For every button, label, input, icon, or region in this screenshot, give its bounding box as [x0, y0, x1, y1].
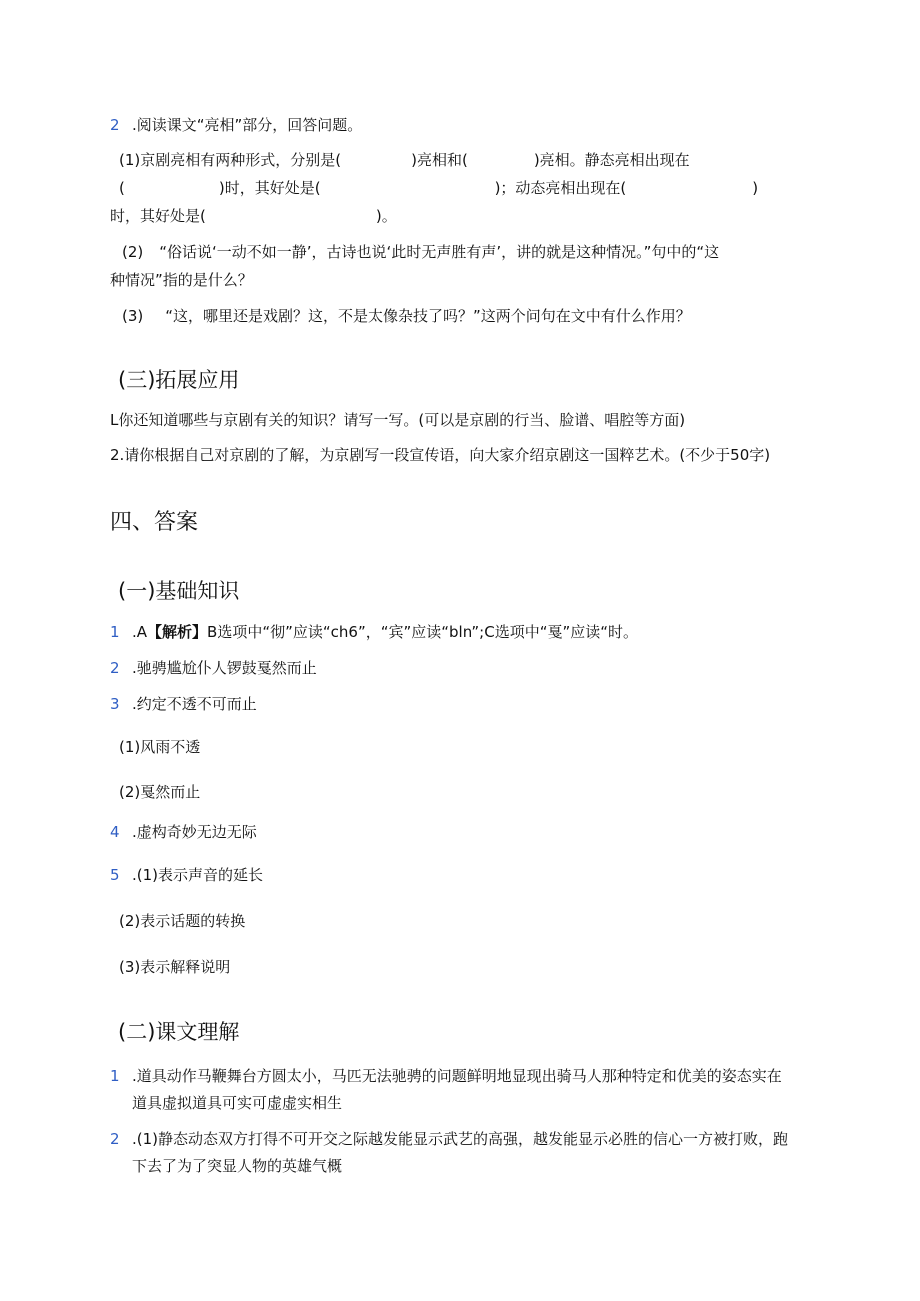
- answer-number: 1: [110, 623, 120, 641]
- subquestion-2-3: [122, 306, 691, 326]
- section-title-extension: (三)拓展应用: [118, 368, 240, 392]
- blank-line-3: [110, 206, 397, 226]
- text-segment: 时，其好处是(: [110, 207, 206, 225]
- answer-3-2: (2)戛然而止: [119, 783, 201, 801]
- extension-item-1: L你还知道哪些与京剧有关的知识？请写一写。(可以是京剧的行当、脸谱、唱腔等方面): [110, 411, 686, 429]
- text-segment: )亮相。静态亮相出现在: [533, 151, 690, 169]
- answer-text: B选项中“彻”应读“ch6”，“宾”应读“bln”;C选项中“戛”应读“时。: [207, 623, 639, 641]
- text-segment: (: [119, 179, 125, 197]
- answer-number: 1: [110, 1067, 120, 1085]
- comprehension-answer-2-continued: 下去了为了突显人物的英雄气概: [132, 1157, 343, 1175]
- comprehension-answer-1: [110, 1066, 782, 1086]
- text-segment: (1)京剧亮相有两种形式，分别是(: [119, 151, 342, 169]
- answer-text: .约定不透不可而止: [132, 695, 257, 713]
- section-title-comprehension: (二)课文理解: [118, 1020, 240, 1044]
- answer-text: .(1)表示声音的延长: [132, 866, 264, 884]
- analysis-label: 【解析】: [147, 623, 208, 641]
- question-2: [110, 115, 362, 135]
- answer-text: .驰骋尴尬仆人锣鼓戛然而止: [132, 659, 317, 677]
- part-title-answers: 四、答案: [110, 510, 199, 535]
- answer-2: [110, 658, 317, 678]
- answer-3-1: (1)风雨不透: [119, 738, 201, 756]
- text-segment: )。: [375, 207, 397, 225]
- answer-text: .A: [132, 623, 148, 641]
- answer-number: 4: [110, 823, 120, 841]
- subquestion-label: (2): [122, 243, 144, 261]
- question-text: .阅读课文“亮相”部分，回答问题。: [132, 116, 363, 134]
- subquestion-label: (3): [122, 307, 144, 325]
- answer-number: 3: [110, 695, 120, 713]
- answer-text: .(1)静态动态双方打得不可开交之际越发能显示武艺的高强，越发能显示必胜的信心一方被打败，跑: [132, 1130, 789, 1148]
- answer-5-3: (3)表示解释说明: [119, 958, 231, 976]
- subquestion-2-2-continued: 种情况”指的是什么？: [110, 271, 253, 289]
- answer-3: [110, 694, 257, 714]
- answer-4: [110, 822, 257, 842]
- answer-1: [110, 622, 638, 642]
- answer-text: .道具动作马鞭舞台方圆太小，马匹无法驰骋的问题鲜明地显现出骑马人那种特定和优美的姿态实在: [132, 1067, 782, 1085]
- answer-number: 5: [110, 866, 120, 884]
- subquestion-text: “俗话说‘一动不如一静’，古诗也说‘此时无声胜有声’，讲的就是这种情况。”句中的“这: [159, 243, 720, 261]
- answer-number: 2: [110, 1130, 120, 1148]
- text-segment: ): [752, 179, 759, 197]
- blank-line-2: [119, 178, 758, 198]
- answer-5: [110, 865, 263, 885]
- blank-line-1: [119, 150, 690, 170]
- subquestion-2-2: [122, 242, 719, 262]
- extension-item-2: 2.请你根据自己对京剧的了解，为京剧写一段宣传语，向大家介绍京剧这一国粹艺术。(不少于50字): [110, 446, 771, 464]
- text-segment: )时，其好处是(: [218, 179, 321, 197]
- section-title-basics: (一)基础知识: [118, 579, 240, 603]
- answer-text: .虚构奇妙无边无际: [132, 823, 257, 841]
- text-segment: )亮相和(: [411, 151, 468, 169]
- question-number: 2: [110, 116, 120, 134]
- subquestion-text: “这，哪里还是戏剧？这，不是太像杂技了吗？”这两个问句在文中有什么作用？: [165, 307, 691, 325]
- comprehension-answer-1-continued: 道具虚拟道具可实可虚虚实相生: [132, 1094, 343, 1112]
- comprehension-answer-2: [110, 1129, 788, 1149]
- answer-number: 2: [110, 659, 120, 677]
- answer-5-2: (2)表示话题的转换: [119, 912, 246, 930]
- text-segment: )；动态亮相出现在(: [494, 179, 627, 197]
